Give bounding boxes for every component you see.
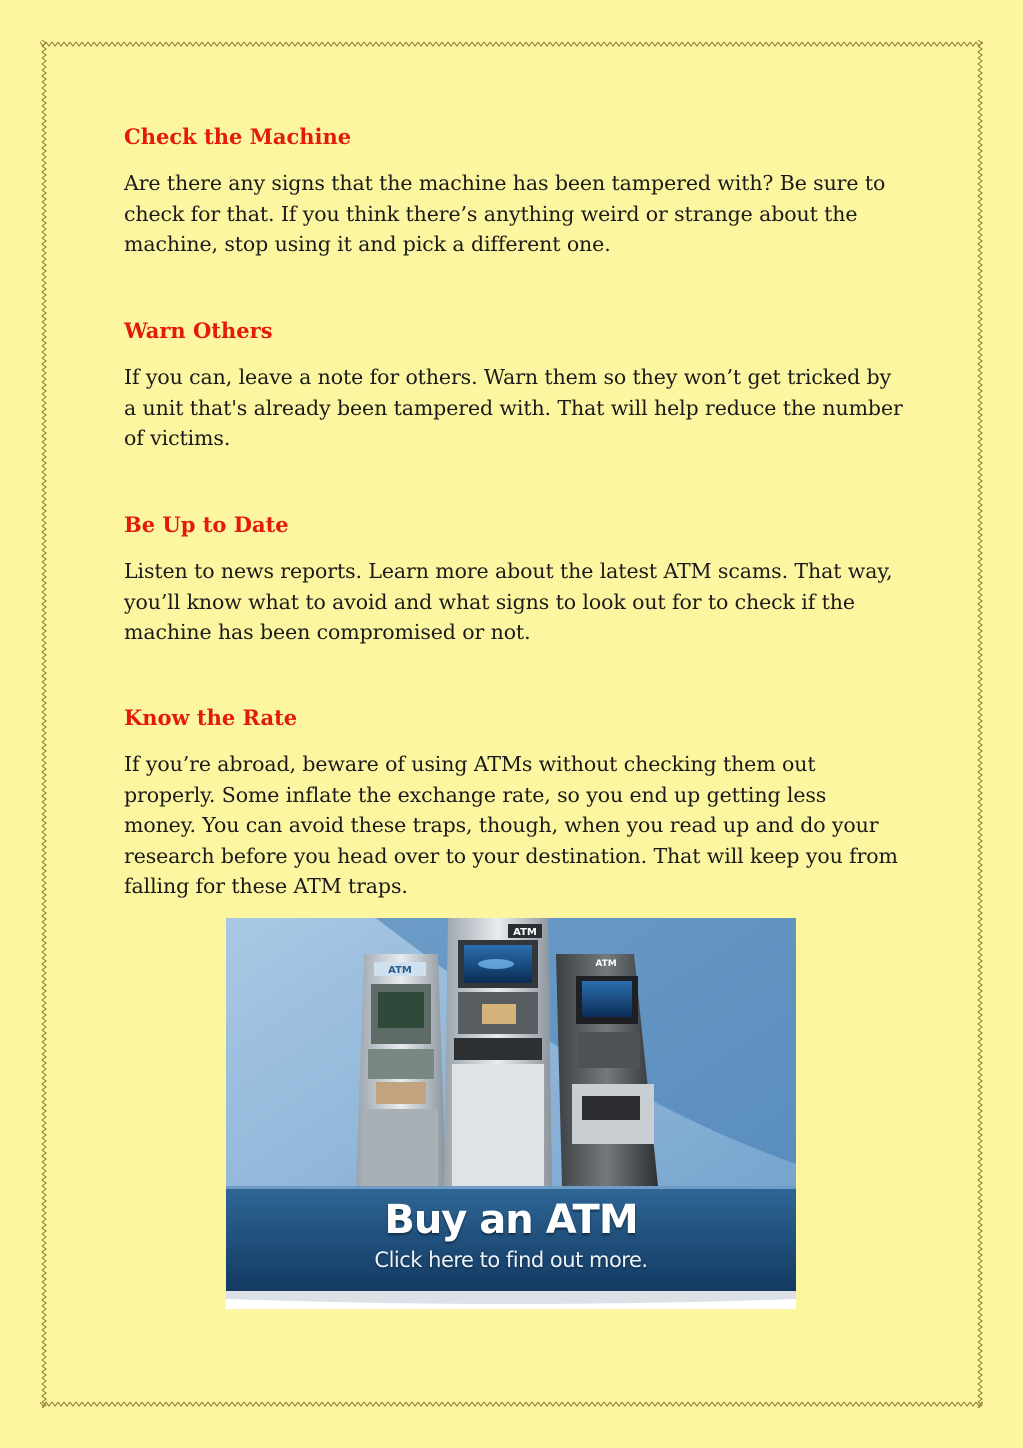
section-heading: Check the Machine [124, 124, 352, 149]
atm-machine-left [356, 954, 446, 1186]
section-body: If you’re abroad, beware of using ATMs without checking them out properly. Some inflate the exchange rate, so you end up getting less money. You can avoid these traps, though, when you read up and do your research before you head over to your destination. That will keep you from falling for these ATM traps. [124, 752, 898, 898]
banner-title: Buy an ATM [384, 1197, 638, 1243]
atm-label: ATM [595, 959, 617, 969]
article-content [124, 122, 904, 902]
atm-label: ATM [513, 927, 537, 938]
section-body: If you can, leave a note for others. Warn them so they won’t get tricked by a unit that's already been tampered with. That will help reduce the number of victims. [124, 365, 903, 450]
section-know-rate [124, 703, 904, 902]
banner-subtitle: Click here to find out more. [374, 1248, 648, 1272]
atm-label: ATM [388, 965, 412, 976]
section-body: Are there any signs that the machine has been tampered with? Be sure to check for that. If you think there’s anything weird or strange about the machine, stop using it and pick a different one. [124, 171, 886, 256]
buy-atm-banner[interactable] [226, 914, 796, 1309]
section-up-to-date [124, 510, 904, 703]
section-body: Listen to news reports. Learn more about the latest ATM scams. That way, you’ll know what to avoid and what signs to look out for to check if the machine has been compromised or not. [124, 559, 893, 644]
atm-machine-center [444, 918, 552, 1186]
section-warn-others [124, 316, 904, 510]
section-heading: Warn Others [124, 318, 273, 343]
section-check-machine [124, 122, 904, 316]
section-heading: Know the Rate [124, 705, 298, 730]
section-heading: Be Up to Date [124, 512, 289, 537]
